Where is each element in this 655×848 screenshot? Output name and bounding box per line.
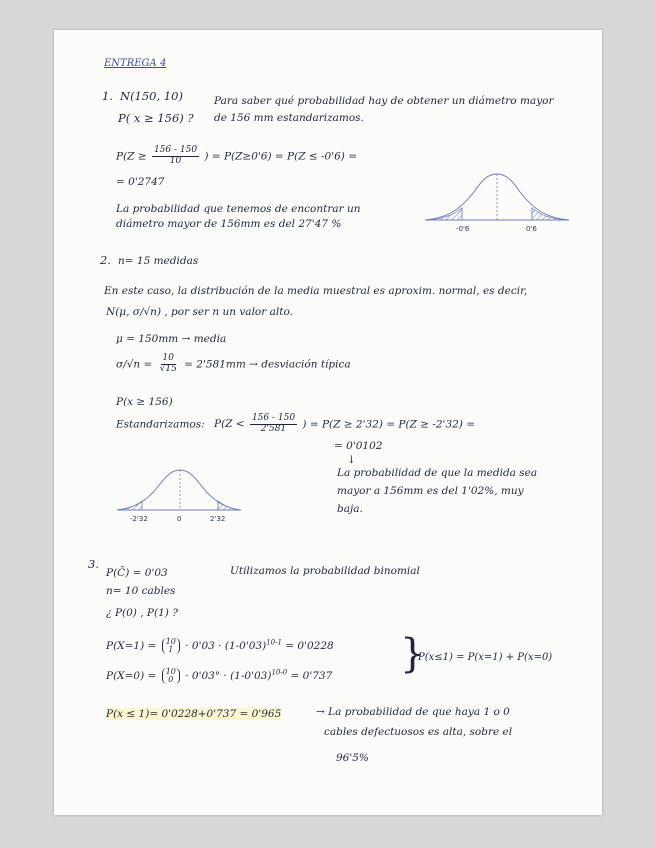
p3-eq0-mid: · 0'03° · (1-0'03) — [185, 670, 272, 682]
p2-sample-size: n= 15 medidas — [118, 255, 199, 267]
p2-label-neg: -2'32 — [130, 515, 148, 523]
p1-intro-line2: de 156 mm estandarizamos. — [214, 112, 364, 124]
p2-sd-fraction — [158, 354, 179, 375]
p3-final-text3: 96'5% — [336, 752, 369, 764]
p2-right-tail — [218, 501, 241, 510]
p2-line1: En este caso, la distribución de la media muestral es aproxim. normal, es decir, — [104, 285, 528, 297]
p2-sd-num: 10 — [162, 353, 174, 363]
p3-eq1-bot: 1 — [168, 645, 174, 654]
p3-eq-x1 — [106, 638, 334, 654]
p2-probability: P(x ≥ 156) — [116, 396, 173, 408]
p2-line2: N(μ, σ/√n) , por ser n un valor alto. — [106, 306, 293, 318]
p3-curly-brace: } — [400, 631, 426, 677]
p1-eq-right: ) = P(Z≥0'6) = P(Z ≤ -0'6) = — [204, 150, 358, 163]
p2-std-den: 2'581 — [260, 423, 287, 434]
p1-intro-line1: Para saber qué probabilidad hay de obtener un diámetro mayor — [214, 95, 554, 107]
p3-sum-rule: P(x≤1) = P(x=1) + P(x=0) — [418, 652, 553, 663]
p3-final-calculation — [106, 708, 281, 721]
p2-left-tail — [117, 501, 142, 510]
p2-conclusion-line1: La probabilidad de que la medida sea — [337, 467, 538, 479]
p2-sd-den: √15 — [159, 363, 177, 374]
p2-std-num: 156 - 150 — [251, 413, 296, 423]
p2-arrow: ↓ — [347, 454, 356, 466]
p3-eq0-exponent: 10-0 — [271, 668, 288, 677]
p2-std-left: P(Z < — [214, 418, 245, 431]
p3-eq1-left: P(X=1) = — [106, 640, 157, 652]
p3-eq0-result: = 0'737 — [290, 670, 333, 682]
p3-method: Utilizamos la probabilidad binomial — [230, 565, 420, 577]
p3-sample-size: n= 10 cables — [106, 585, 176, 597]
p1-number: 1. — [102, 89, 113, 103]
p1-standardize-equation — [116, 146, 357, 167]
paper-sheet — [54, 30, 602, 815]
p2-number: 2. — [100, 253, 111, 267]
p1-conclusion-line1: La probabilidad que tenemos de encontrar un — [116, 203, 361, 215]
p3-eq0-binomial — [162, 668, 180, 684]
p3-eq0-top: 10 — [165, 667, 176, 676]
p3-eq-x0 — [106, 668, 332, 684]
p3-final-left: P(x ≤ 1)= 0'0228+0'737 = 0'965 — [106, 708, 282, 720]
p2-conclusion-line3: baja. — [337, 503, 363, 515]
p1-fraction — [152, 146, 199, 167]
p2-sd-right: = 2'581mm → desviación típica — [184, 358, 351, 371]
p2-std-label: Estandarizamos: — [116, 418, 205, 431]
p1-question: P( x ≥ 156) ? — [118, 111, 194, 125]
p2-sd-equation — [116, 354, 351, 375]
p2-normal-curve — [114, 466, 244, 524]
p1-frac-den: 10 — [169, 155, 182, 166]
p3-final-text2: cables defectuosos es alta, sobre el — [324, 726, 513, 738]
p1-frac-num: 156 - 150 — [153, 145, 198, 155]
p2-std-fraction — [250, 414, 297, 435]
p3-eq1-exponent: 10-1 — [266, 638, 282, 647]
p3-eq0-bot: 0 — [168, 675, 174, 684]
p3-number: 3. — [88, 557, 99, 571]
p2-label-zero: 0 — [177, 515, 182, 523]
p2-result: = 0'0102 — [334, 440, 383, 452]
p1-label-neg: -0'6 — [456, 225, 470, 233]
p3-eq1-binomial — [162, 638, 180, 654]
p2-sd-left: σ/√n = — [116, 358, 153, 371]
p2-mean: μ = 150mm → media — [116, 333, 227, 345]
p3-final-text1: → La probabilidad de que haya 1 o 0 — [316, 706, 510, 718]
p3-question: ¿ P(0) , P(1) ? — [106, 607, 178, 619]
p1-result: = 0'2747 — [116, 176, 165, 188]
p1-conclusion-line2: diámetro mayor de 156mm es del 27'47 % — [116, 218, 342, 230]
p3-eq0-left: P(X=0) = — [106, 670, 157, 682]
p1-eq-left: P(Z ≥ — [116, 150, 147, 163]
p3-eq1-top: 10 — [165, 637, 176, 646]
p1-label-pos: 0'6 — [526, 225, 537, 233]
p2-std-right: ) = P(Z ≥ 2'32) = P(Z ≥ -2'32) = — [302, 418, 476, 431]
p1-distribution: N(150, 10) — [120, 89, 183, 103]
p1-curve-path — [425, 174, 569, 220]
page-title: ENTREGA 4 — [104, 58, 167, 69]
p3-eq1-mid: · 0'03 · (1-0'03) — [185, 640, 267, 652]
p2-standardize-equation — [116, 414, 475, 435]
p3-defect-probability: P(C̄) = 0'03 — [106, 567, 168, 579]
p2-label-pos: 2'32 — [210, 515, 226, 523]
p1-normal-curve — [422, 170, 572, 232]
p3-eq1-result: = 0'0228 — [285, 640, 334, 652]
p2-conclusion-line2: mayor a 156mm es del 1'02%, muy — [337, 485, 524, 497]
